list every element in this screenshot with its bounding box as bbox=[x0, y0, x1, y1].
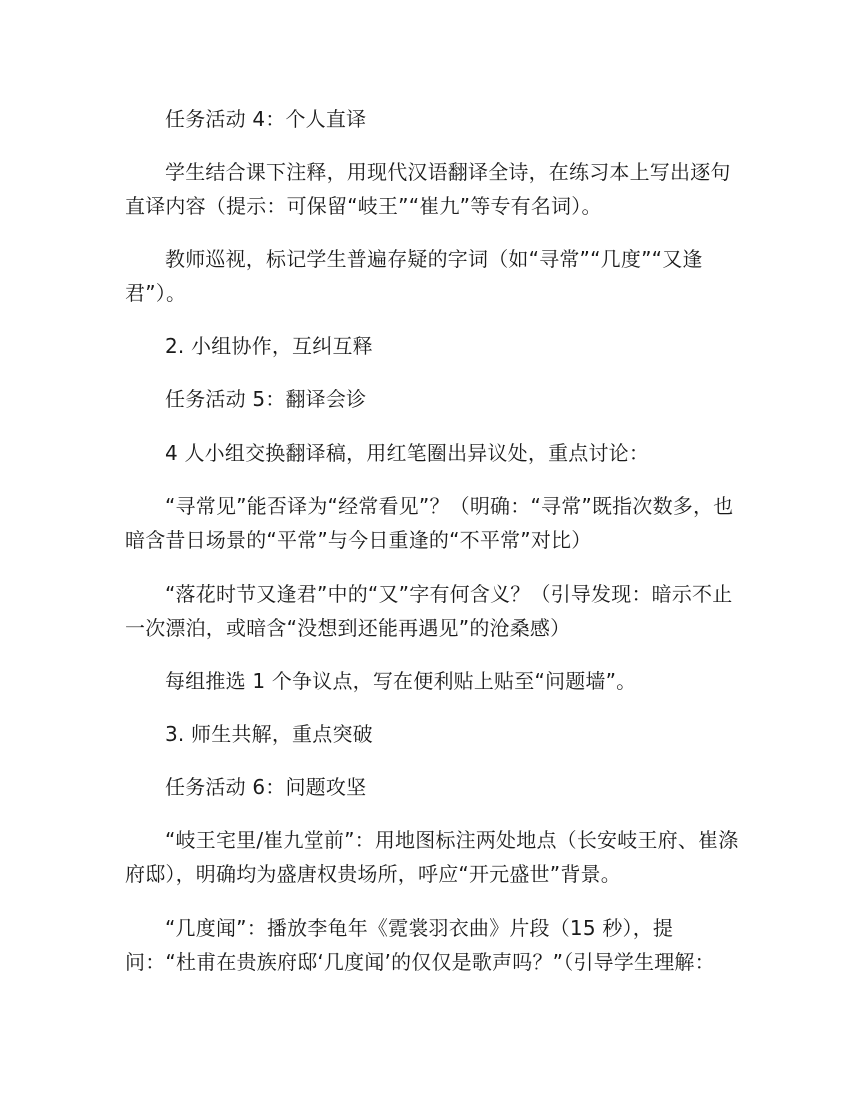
paragraph-student-translation: 学生结合课下注释，用现代汉语翻译全诗，在练习本上写出逐句直译内容（提示：可保留“岐王”“崔九”等专有名词）。 bbox=[125, 160, 731, 218]
heading-task-activity-5: 任务活动 5：翻译会诊 bbox=[165, 387, 367, 411]
paragraph-qiwang-cuijiu: “岐王宅里/崔九堂前”：用地图标注两处地点（长安岐王府、崔涤府邸），明确均为盛唐权贵场所，呼应“开元盛世”背景。 bbox=[125, 828, 739, 886]
paragraph-teacher-patrol: 教师巡视，标记学生普遍存疑的字词（如“寻常”“几度”“又逢君”）。 bbox=[125, 247, 703, 305]
heading-task-activity-6: 任务活动 6：问题攻坚 bbox=[165, 775, 367, 799]
heading-task-activity-4: 任务活动 4：个人直译 bbox=[165, 107, 367, 131]
paragraph-discussion-you: “落花时节又逢君”中的“又”字有何含义？（引导发现：暗示不止一次漂泊，或暗含“没想到还能再遇见”的沧桑感） bbox=[125, 582, 733, 640]
paragraph-jidu-wen: “几度闻”：播放李龟年《霓裳羽衣曲》片段（15 秒），提问：“杜甫在贵族府邸‘几度闻’的仅仅是歌声吗？”（引导学生理解： bbox=[125, 916, 715, 974]
heading-teacher-student-solve: 3. 师生共解，重点突破 bbox=[165, 722, 373, 746]
paragraph-discussion-xunchang: “寻常见”能否译为“经常看见”？（明确：“寻常”既指次数多，也暗含昔日场景的“平常”与今日重逢的“不平常”对比） bbox=[125, 494, 734, 552]
paragraph-group-exchange: 4 人小组交换翻译稿，用红笔圈出异议处，重点讨论： bbox=[165, 441, 650, 465]
paragraph-problem-wall: 每组推选 1 个争议点，写在便利贴上贴至“问题墙”。 bbox=[165, 669, 637, 693]
heading-group-collaboration: 2. 小组协作，互纠互释 bbox=[165, 334, 373, 358]
